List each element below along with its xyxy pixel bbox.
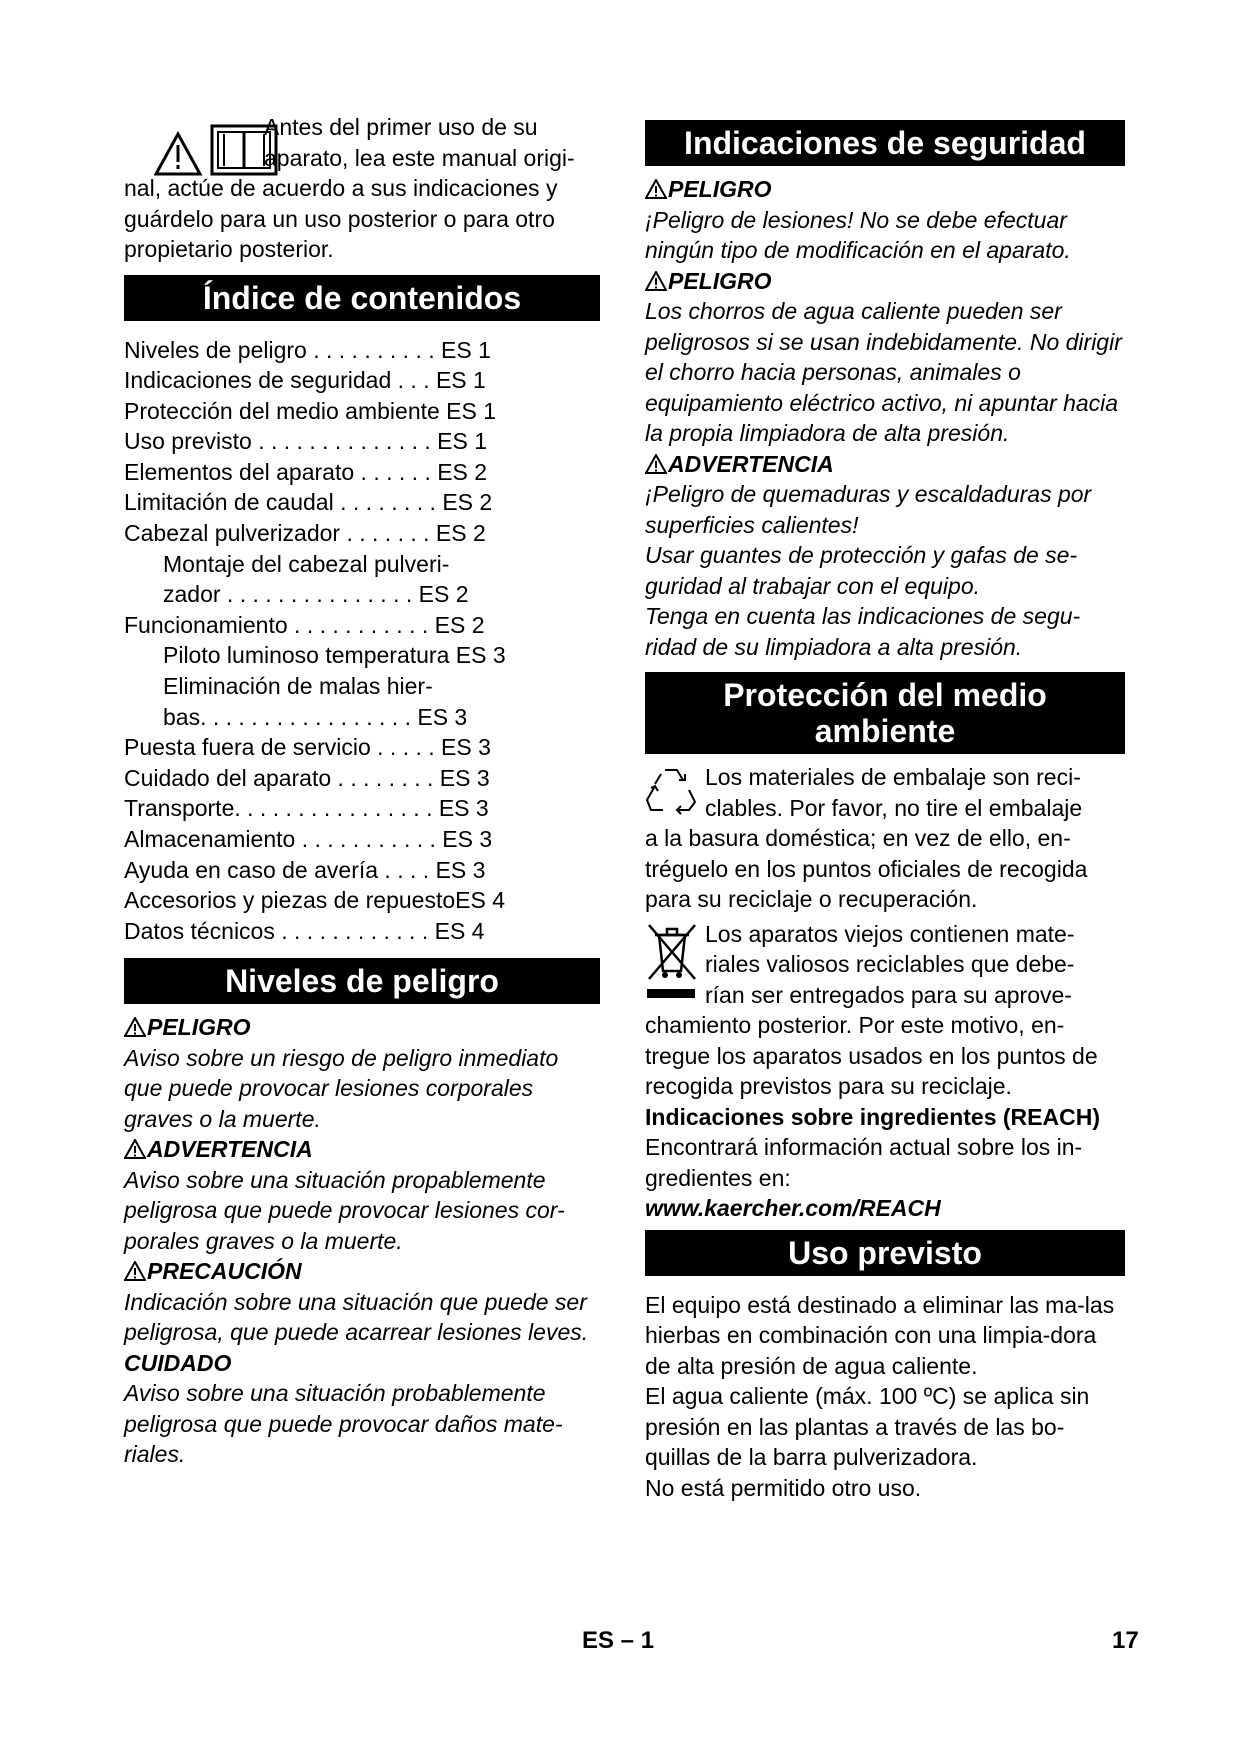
weee-line: riales valiosos reciclables que debe- — [705, 951, 1075, 977]
intro-line: guárdelo para un uso posterior o para otro — [124, 205, 555, 232]
seguridad-peligro2-row — [645, 266, 1125, 297]
seguridad-peligro2-text: Los chorros de agua caliente pueden ser peligrosos si se usan indebidamente. No dirigir el chorro hacia personas, animales o equipamiento eléctrico activo, ni apuntar hacia la propia limpiadora de alta presión. — [645, 298, 1122, 446]
warning-triangle-icon — [124, 1139, 146, 1159]
toc-item[interactable]: Indicaciones de seguridad . . . ES 1 — [124, 367, 486, 394]
precaucion-label-row — [124, 1256, 600, 1287]
intro-line: aparato, lea este manual origi- — [264, 144, 575, 171]
weee-paragraph — [645, 919, 1125, 1102]
toc-item[interactable]: Limitación de caudal . . . . . . . . ES 2 — [124, 489, 493, 516]
toc-item[interactable]: Eliminación de malas hier- — [163, 673, 433, 700]
toc-item[interactable]: Piloto luminoso temperatura ES 3 — [163, 642, 506, 669]
advertencia-label-row — [124, 1134, 600, 1165]
warning-triangle-icon — [645, 179, 667, 199]
intro-notice — [124, 112, 600, 265]
weee-rest: chamiento posterior. Por este motivo, en-tregue los aparatos usados en los puntos de recogida previstos para su reciclaje. — [645, 1012, 1098, 1099]
toc-item[interactable]: Datos técnicos . . . . . . . . . . . . ES 4 — [124, 917, 485, 944]
peligro-text: Aviso sobre un riesgo de peligro inmediato que puede provocar lesiones corporales graves o la muerte. — [124, 1044, 559, 1132]
toc-item[interactable]: Ayuda en caso de avería . . . . ES 3 — [124, 856, 486, 883]
intro-line: Antes del primer uso de su — [264, 114, 538, 140]
toc-item[interactable]: Uso previsto . . . . . . . . . . . . . . ES 1 — [124, 428, 488, 455]
advertencia-label: ADVERTENCIA — [147, 1136, 313, 1163]
niveles-heading: Niveles de peligro — [124, 958, 600, 1004]
precaucion-text: Indicación sobre una situación que puede ser peligrosa, que puede acarrear lesiones leves. — [124, 1288, 589, 1346]
seguridad-advertencia-row — [645, 449, 1125, 480]
footer-page-number: 17 — [1112, 1627, 1139, 1654]
intro-line: propietario posterior. — [124, 236, 334, 262]
toc-item[interactable]: Protección del medio ambiente ES 1 — [124, 397, 497, 424]
toc-item[interactable]: Funcionamiento . . . . . . . . . . . ES 2 — [124, 611, 485, 638]
left-column — [124, 112, 600, 1470]
seguridad-advertencia-text3: Tenga en cuenta las indicaciones de segu-ridad de su limpiadora a alta presión. — [645, 603, 1081, 660]
toc-item[interactable]: Accesorios y piezas de repuestoES 4 — [124, 887, 505, 914]
cuidado-text: Aviso sobre una situación probablemente peligrosa que puede provocar daños mate-riales. — [124, 1380, 563, 1468]
recycle-paragraph — [645, 762, 1125, 915]
reach-title: Indicaciones sobre ingredientes (REACH) — [645, 1103, 1100, 1130]
toc-item[interactable]: Elementos del aparato . . . . . . ES 2 — [124, 458, 488, 485]
right-column — [645, 112, 1125, 1503]
toc-item[interactable]: Cabezal pulverizador . . . . . . . ES 2 — [124, 520, 486, 547]
advertencia-text: Aviso sobre una situación propablemente peligrosa que puede provocar lesiones cor-porales graves o la muerte. — [124, 1166, 565, 1254]
toc-item[interactable]: zador . . . . . . . . . . . . . . . ES 2 — [163, 581, 469, 608]
warning-manual-icon — [154, 122, 280, 178]
cuidado-label: CUIDADO — [124, 1349, 232, 1376]
recycle-icon — [645, 764, 697, 816]
seguridad-peligro1-label: PELIGRO — [668, 176, 772, 202]
footer-section-label: ES – 1 — [582, 1627, 655, 1654]
recycle-rest: a la basura doméstica; en vez de ello, en-tréguelo en los puntos oficiales de recogida para su reciclaje o recuperación. — [645, 825, 1088, 912]
uso-paragraph: El equipo está destinado a eliminar las ma-las hierbas en combinación con una limpia-dora de alta presión de agua caliente. — [645, 1291, 1115, 1379]
warning-triangle-icon — [645, 454, 667, 474]
toc-item[interactable]: Transporte. . . . . . . . . . . . . . . . ES 3 — [124, 795, 489, 822]
seguridad-advertencia-text2: Usar guantes de protección y gafas de se-guridad al trabajar con el equipo. — [645, 542, 1078, 599]
weee-line: rían ser entregados para su aprove- — [705, 981, 1072, 1008]
toc-item[interactable]: Cuidado del aparato . . . . . . . . ES 3 — [124, 764, 490, 791]
precaucion-label: PRECAUCIÓN — [147, 1258, 302, 1285]
seguridad-heading: Indicaciones de seguridad — [645, 120, 1125, 166]
uso-paragraph: El agua caliente (máx. 100 ºC) se aplica sin presión en las plantas a través de las bo-quillas de la barra pulverizadora. — [645, 1383, 1090, 1470]
warning-triangle-icon — [645, 271, 667, 291]
weee-line: Los aparatos viejos contienen mate- — [705, 920, 1075, 947]
toc-item[interactable]: Puesta fuera de servicio . . . . . ES 3 — [124, 734, 491, 761]
recycle-line: Los materiales de embalaje son reci- — [705, 764, 1081, 790]
toc-item[interactable]: Montaje del cabezal pulveri- — [163, 550, 450, 577]
toc-list — [124, 335, 600, 947]
seguridad-advertencia-label: ADVERTENCIA — [668, 450, 834, 477]
peligro-label: PELIGRO — [147, 1014, 251, 1041]
toc-item[interactable]: Niveles de peligro . . . . . . . . . . ES 1 — [124, 336, 491, 363]
seguridad-peligro2-label: PELIGRO — [668, 267, 772, 294]
medio-heading: Protección del medio ambiente — [645, 672, 1125, 754]
toc-item[interactable]: Almacenamiento . . . . . . . . . . . ES 3 — [124, 826, 493, 852]
recycle-line: clables. Por favor, no tire el embalaje — [705, 794, 1083, 821]
toc-heading: Índice de contenidos — [124, 275, 600, 321]
intro-line: nal, actúe de acuerdo a sus indicaciones y — [124, 175, 558, 201]
warning-triangle-icon — [124, 1017, 146, 1037]
uso-paragraph: No está permitido otro uso. — [645, 1474, 922, 1501]
seguridad-advertencia-text1: ¡Peligro de quemaduras y escaldaduras por superficies calientes! — [645, 481, 1092, 538]
reach-text: Encontrará información actual sobre los in-gredientes en: — [645, 1134, 1083, 1191]
toc-item[interactable]: bas. . . . . . . . . . . . . . . . . ES 3 — [163, 703, 468, 730]
crossed-bin-icon — [645, 921, 699, 1005]
peligro-label-row — [124, 1012, 600, 1043]
seguridad-peligro1-row — [645, 174, 1125, 205]
warning-triangle-icon — [124, 1261, 146, 1281]
seguridad-peligro1-text: ¡Peligro de lesiones! No se debe efectuar ningún tipo de modificación en el aparato. — [645, 206, 1071, 263]
reach-url[interactable]: www.kaercher.com/REACH — [645, 1195, 941, 1221]
uso-heading: Uso previsto — [645, 1230, 1125, 1276]
